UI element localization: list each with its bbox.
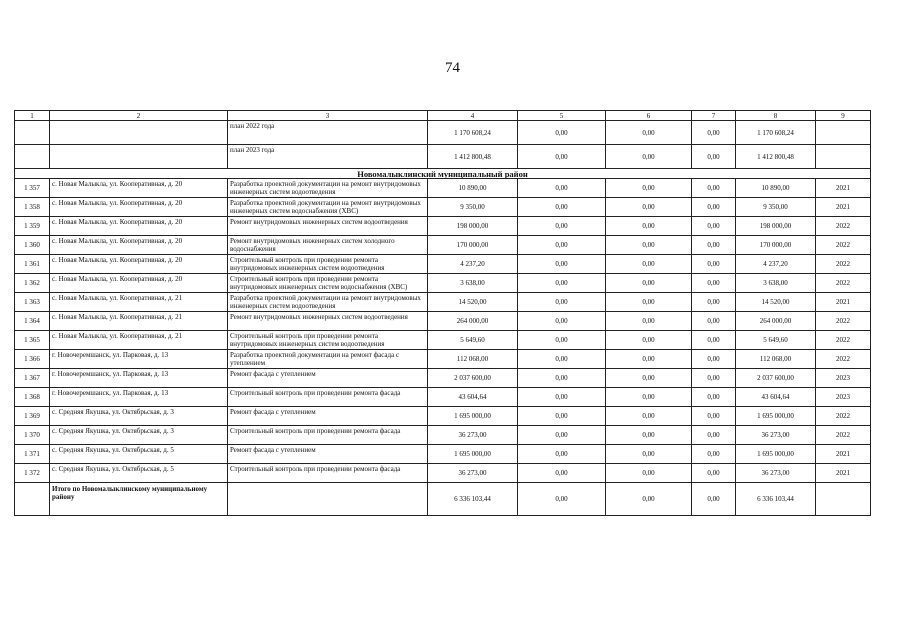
row-value-local: 0,00 xyxy=(692,293,736,312)
row-value-owners: 43 604,64 xyxy=(736,388,816,407)
row-value-owners: 198 000,00 xyxy=(736,217,816,236)
row-year: 2022 xyxy=(816,255,871,274)
row-number: 1 368 xyxy=(15,388,50,407)
plan-value: 0,00 xyxy=(692,121,736,145)
column-header: 8 xyxy=(736,111,816,121)
row-address: с. Средняя Якушка, ул. Октябрьская, д. 3 xyxy=(50,426,228,445)
row-value-budget: 0,00 xyxy=(606,407,692,426)
row-value-budget: 0,00 xyxy=(606,350,692,369)
row-value-fund: 0,00 xyxy=(518,179,606,198)
column-number-row xyxy=(15,111,871,121)
row-value-total: 170 000,00 xyxy=(428,236,518,255)
row-value-fund: 0,00 xyxy=(518,217,606,236)
total-row xyxy=(15,483,871,516)
plan-cell-empty xyxy=(50,145,228,169)
row-value-owners: 4 237,20 xyxy=(736,255,816,274)
row-work-type: Строительный контроль при проведении ремонта внутридомовых инженерных систем водоотведения xyxy=(228,255,428,274)
row-value-total: 36 273,00 xyxy=(428,426,518,445)
row-address: г. Новочеремшанск, ул. Парковая, д. 13 xyxy=(50,350,228,369)
row-year: 2021 xyxy=(816,445,871,464)
row-address: с. Новая Малыкла, ул. Кооперативная, д. 20 xyxy=(50,217,228,236)
plan-cell-empty xyxy=(816,121,871,145)
row-value-owners: 36 273,00 xyxy=(736,464,816,483)
row-value-owners: 1 695 000,00 xyxy=(736,407,816,426)
total-value: 6 336 103,44 xyxy=(428,483,518,516)
row-value-budget: 0,00 xyxy=(606,369,692,388)
row-work-type: Разработка проектной документации на ремонт внутридомовых инженерных систем водоотведения xyxy=(228,293,428,312)
row-work-type: Разработка проектной документации на ремонт фасада с утеплением xyxy=(228,350,428,369)
row-value-total: 4 237,20 xyxy=(428,255,518,274)
table-row xyxy=(15,236,871,255)
row-value-fund: 0,00 xyxy=(518,445,606,464)
total-value: 0,00 xyxy=(692,483,736,516)
row-value-fund: 0,00 xyxy=(518,236,606,255)
column-header: 2 xyxy=(50,111,228,121)
row-number: 1 372 xyxy=(15,464,50,483)
row-work-type: Разработка проектной документации на ремонт внутридомовых инженерных систем водоснабжения (ХВС) xyxy=(228,198,428,217)
total-cell-empty xyxy=(816,483,871,516)
table-row xyxy=(15,369,871,388)
row-year: 2021 xyxy=(816,198,871,217)
row-value-budget: 0,00 xyxy=(606,179,692,198)
row-value-owners: 5 649,60 xyxy=(736,331,816,350)
row-address: г. Новочеремшанск, ул. Парковая, д. 13 xyxy=(50,369,228,388)
row-year: 2021 xyxy=(816,179,871,198)
table-row xyxy=(15,255,871,274)
row-address: с. Средняя Якушка, ул. Октябрьская, д. 5 xyxy=(50,445,228,464)
row-value-owners: 2 037 600,00 xyxy=(736,369,816,388)
row-value-local: 0,00 xyxy=(692,407,736,426)
column-header: 5 xyxy=(518,111,606,121)
row-year: 2022 xyxy=(816,217,871,236)
row-address: с. Новая Малыкла, ул. Кооперативная, д. 20 xyxy=(50,179,228,198)
row-value-owners: 264 000,00 xyxy=(736,312,816,331)
row-work-type: Строительный контроль при проведении ремонта фасада xyxy=(228,464,428,483)
plan-value: 0,00 xyxy=(518,145,606,169)
row-value-owners: 3 638,00 xyxy=(736,274,816,293)
plan-cell-empty xyxy=(15,145,50,169)
row-year: 2022 xyxy=(816,312,871,331)
row-value-local: 0,00 xyxy=(692,179,736,198)
row-address: с. Средняя Якушка, ул. Октябрьская, д. 5 xyxy=(50,464,228,483)
row-work-type: Строительный контроль при проведении ремонта фасада xyxy=(228,426,428,445)
total-cell-empty xyxy=(15,483,50,516)
row-year: 2022 xyxy=(816,426,871,445)
row-number: 1 363 xyxy=(15,293,50,312)
column-header: 3 xyxy=(228,111,428,121)
row-value-fund: 0,00 xyxy=(518,255,606,274)
section-title: Новомалыклинский муниципальный район xyxy=(15,169,871,179)
row-work-type: Ремонт фасада с утеплением xyxy=(228,407,428,426)
row-value-budget: 0,00 xyxy=(606,274,692,293)
row-number: 1 362 xyxy=(15,274,50,293)
row-value-budget: 0,00 xyxy=(606,388,692,407)
table-row xyxy=(15,198,871,217)
row-value-budget: 0,00 xyxy=(606,331,692,350)
table-row xyxy=(15,464,871,483)
row-value-local: 0,00 xyxy=(692,198,736,217)
row-value-local: 0,00 xyxy=(692,388,736,407)
row-value-local: 0,00 xyxy=(692,331,736,350)
row-value-owners: 112 068,00 xyxy=(736,350,816,369)
table-row xyxy=(15,217,871,236)
row-value-total: 36 273,00 xyxy=(428,464,518,483)
row-value-total: 2 037 600,00 xyxy=(428,369,518,388)
plan-value: 0,00 xyxy=(606,145,692,169)
row-year: 2022 xyxy=(816,236,871,255)
row-number: 1 366 xyxy=(15,350,50,369)
plan-value: 1 170 608,24 xyxy=(736,121,816,145)
row-number: 1 371 xyxy=(15,445,50,464)
row-address: г. Новочеремшанск, ул. Парковая, д. 13 xyxy=(50,388,228,407)
row-year: 2022 xyxy=(816,350,871,369)
row-address: с. Новая Малыкла, ул. Кооперативная, д. 21 xyxy=(50,312,228,331)
row-value-fund: 0,00 xyxy=(518,369,606,388)
row-year: 2021 xyxy=(816,464,871,483)
row-address: с. Новая Малыкла, ул. Кооперативная, д. 21 xyxy=(50,293,228,312)
row-number: 1 361 xyxy=(15,255,50,274)
row-value-total: 1 695 000,00 xyxy=(428,407,518,426)
column-header: 6 xyxy=(606,111,692,121)
row-work-type: Ремонт внутридомовых инженерных систем водоотведения xyxy=(228,312,428,331)
plan-value: 1 412 800,48 xyxy=(428,145,518,169)
row-value-fund: 0,00 xyxy=(518,407,606,426)
row-value-fund: 0,00 xyxy=(518,388,606,407)
plan-value: 0,00 xyxy=(692,145,736,169)
row-value-total: 264 000,00 xyxy=(428,312,518,331)
program-table xyxy=(14,110,871,516)
row-value-local: 0,00 xyxy=(692,217,736,236)
row-year: 2023 xyxy=(816,388,871,407)
plan-value: 1 412 800,48 xyxy=(736,145,816,169)
row-work-type: Ремонт фасада с утеплением xyxy=(228,369,428,388)
row-value-fund: 0,00 xyxy=(518,464,606,483)
row-work-type: Строительный контроль при проведении ремонта внутридомовых инженерных систем водоотведения xyxy=(228,331,428,350)
row-value-total: 3 638,00 xyxy=(428,274,518,293)
table-row xyxy=(15,312,871,331)
row-value-local: 0,00 xyxy=(692,350,736,369)
row-address: с. Новая Малыкла, ул. Кооперативная, д. 21 xyxy=(50,331,228,350)
row-value-budget: 0,00 xyxy=(606,445,692,464)
total-value: 0,00 xyxy=(606,483,692,516)
plan-value: 0,00 xyxy=(518,121,606,145)
row-number: 1 367 xyxy=(15,369,50,388)
row-value-owners: 10 890,00 xyxy=(736,179,816,198)
row-number: 1 359 xyxy=(15,217,50,236)
table-row xyxy=(15,179,871,198)
row-number: 1 365 xyxy=(15,331,50,350)
plan-row xyxy=(15,121,871,145)
row-value-owners: 14 520,00 xyxy=(736,293,816,312)
row-value-budget: 0,00 xyxy=(606,293,692,312)
row-value-total: 198 000,00 xyxy=(428,217,518,236)
table-row xyxy=(15,293,871,312)
row-value-budget: 0,00 xyxy=(606,312,692,331)
row-address: с. Новая Малыкла, ул. Кооперативная, д. 20 xyxy=(50,274,228,293)
row-value-local: 0,00 xyxy=(692,255,736,274)
row-value-owners: 170 000,00 xyxy=(736,236,816,255)
row-value-total: 10 890,00 xyxy=(428,179,518,198)
row-work-type: Ремонт внутридомовых инженерных систем холодного водоснабжения xyxy=(228,236,428,255)
row-address: с. Новая Малыкла, ул. Кооперативная, д. 20 xyxy=(50,236,228,255)
table-row xyxy=(15,331,871,350)
plan-cell-empty xyxy=(816,145,871,169)
row-value-fund: 0,00 xyxy=(518,426,606,445)
row-value-budget: 0,00 xyxy=(606,198,692,217)
plan-cell-empty xyxy=(50,121,228,145)
row-number: 1 364 xyxy=(15,312,50,331)
total-cell-empty xyxy=(228,483,428,516)
row-value-fund: 0,00 xyxy=(518,274,606,293)
row-number: 1 370 xyxy=(15,426,50,445)
row-value-local: 0,00 xyxy=(692,312,736,331)
table-row xyxy=(15,350,871,369)
plan-value: 1 170 608,24 xyxy=(428,121,518,145)
row-value-budget: 0,00 xyxy=(606,255,692,274)
row-work-type: Строительный контроль при проведении ремонта фасада xyxy=(228,388,428,407)
plan-label: план 2023 года xyxy=(228,145,428,169)
row-value-total: 14 520,00 xyxy=(428,293,518,312)
row-value-owners: 36 273,00 xyxy=(736,426,816,445)
row-value-fund: 0,00 xyxy=(518,293,606,312)
row-address: с. Новая Малыкла, ул. Кооперативная, д. 20 xyxy=(50,255,228,274)
column-header: 9 xyxy=(816,111,871,121)
table-row xyxy=(15,426,871,445)
row-value-fund: 0,00 xyxy=(518,331,606,350)
row-value-local: 0,00 xyxy=(692,274,736,293)
plan-label: план 2022 года xyxy=(228,121,428,145)
table-row xyxy=(15,407,871,426)
row-value-local: 0,00 xyxy=(692,464,736,483)
row-value-owners: 1 695 000,00 xyxy=(736,445,816,464)
page-number: 74 xyxy=(445,60,460,76)
column-header: 4 xyxy=(428,111,518,121)
row-address: с. Новая Малыкла, ул. Кооперативная, д. 20 xyxy=(50,198,228,217)
row-value-budget: 0,00 xyxy=(606,217,692,236)
plan-value: 0,00 xyxy=(606,121,692,145)
row-value-fund: 0,00 xyxy=(518,198,606,217)
row-value-total: 1 695 000,00 xyxy=(428,445,518,464)
row-work-type: Разработка проектной документации на ремонт внутридомовых инженерных систем водоотведения xyxy=(228,179,428,198)
total-label: Итого по Новомалыклинскому муниципальному району xyxy=(50,483,228,516)
row-number: 1 357 xyxy=(15,179,50,198)
row-value-local: 0,00 xyxy=(692,369,736,388)
row-value-fund: 0,00 xyxy=(518,350,606,369)
plan-row xyxy=(15,145,871,169)
row-value-local: 0,00 xyxy=(692,236,736,255)
row-value-fund: 0,00 xyxy=(518,312,606,331)
total-value: 6 336 103,44 xyxy=(736,483,816,516)
row-value-total: 9 350,00 xyxy=(428,198,518,217)
row-value-budget: 0,00 xyxy=(606,464,692,483)
row-address: с. Средняя Якушка, ул. Октябрьская, д. 3 xyxy=(50,407,228,426)
row-value-budget: 0,00 xyxy=(606,236,692,255)
table-row xyxy=(15,445,871,464)
row-number: 1 369 xyxy=(15,407,50,426)
column-header: 1 xyxy=(15,111,50,121)
row-year: 2023 xyxy=(816,369,871,388)
row-value-budget: 0,00 xyxy=(606,426,692,445)
row-year: 2021 xyxy=(816,293,871,312)
row-value-owners: 9 350,00 xyxy=(736,198,816,217)
section-row xyxy=(15,169,871,179)
row-work-type: Ремонт внутридомовых инженерных систем водоотведения xyxy=(228,217,428,236)
row-number: 1 360 xyxy=(15,236,50,255)
row-value-total: 5 649,60 xyxy=(428,331,518,350)
total-value: 0,00 xyxy=(518,483,606,516)
table-row xyxy=(15,388,871,407)
table-row xyxy=(15,274,871,293)
row-work-type: Строительный контроль при проведении ремонта внутридомовых инженерных систем водоснабжения (ХВС) xyxy=(228,274,428,293)
row-value-local: 0,00 xyxy=(692,426,736,445)
row-year: 2022 xyxy=(816,331,871,350)
row-number: 1 358 xyxy=(15,198,50,217)
column-header: 7 xyxy=(692,111,736,121)
row-work-type: Ремонт фасада с утеплением xyxy=(228,445,428,464)
row-year: 2022 xyxy=(816,407,871,426)
row-value-local: 0,00 xyxy=(692,445,736,464)
row-value-total: 43 604,64 xyxy=(428,388,518,407)
plan-cell-empty xyxy=(15,121,50,145)
row-year: 2022 xyxy=(816,274,871,293)
row-value-total: 112 068,00 xyxy=(428,350,518,369)
